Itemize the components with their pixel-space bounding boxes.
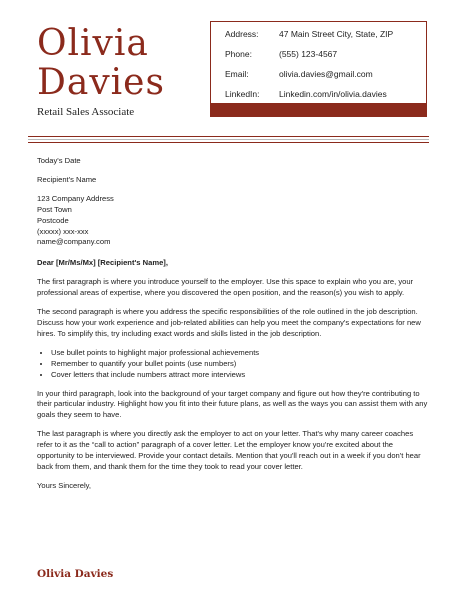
contact-value: olivia.davies@gmail.com [279,69,373,79]
letter-body [37,156,429,492]
contact-label: Phone: [225,49,252,59]
name-first: Olivia [37,23,149,64]
contact-value: Linkedin.com/in/olivia.davies [279,89,387,99]
paragraph-3: In your third paragraph, look into the background of your target company and figure out how they're contributing to their particular industry. Highlight how you fit into their future plans, as well as the ways you can assist them with any goals they seem to have. [37,388,428,420]
contact-label: Address: [225,29,259,39]
divider-top [28,136,429,137]
contact-label: Email: [225,69,249,79]
achievement-bullets [37,348,429,381]
recipient-address-line: Postcode [37,215,69,225]
closing: Yours Sincerely, [37,480,92,490]
bullet-item: • Remember to quantify your bullet points (use numbers) [51,359,429,370]
name-last: Davies [37,62,165,103]
contact-label: LinkedIn: [225,89,260,99]
bullet-item: • Use bullet points to highlight major professional achievements [51,348,429,359]
recipient-address-line: Post Town [37,204,72,214]
signature: Olivia Davies [37,568,114,580]
salutation: Dear [Mr/Ms/Mx] [Recipient's Name], [37,258,168,268]
divider-bottom [28,142,429,143]
bullet-item: • Cover letters that include numbers attract more interviews [51,370,429,381]
recipient-address-line: 123 Company Address [37,193,114,203]
paragraph-4: The last paragraph is where you directly ask the employer to act on your letter. That's why many career coaches refer to it as the “call to action” paragraph of a cover letter. Let the employer know you're excited about the opportunity to be interviewed. Provide your contact details. Mention that you'll reach out in a week if you don't hear back from them, and thank them for the time they took to read your cover letter. [37,429,421,471]
job-title: Retail Sales Associate [37,106,135,118]
contact-value: (555) 123-4567 [279,49,338,59]
recipient-address-line: (xxxxx) xxx-xxx [37,226,89,236]
recipient-name: Recipient's Name [37,174,97,184]
paragraph-2: The second paragraph is where you address the specific responsibilities of the role outlined in the job description. Discuss how your work experience and job-related abilities can help you meet the company's expectations for new hires. To simplify this, try including exact words and skills listed in the job description. [37,307,421,338]
contact-box [210,21,427,117]
divider-middle [28,139,429,140]
paragraph-1: The first paragraph is where you introduce yourself to the employer. Use this space to explain who you are, your professional areas of expertise, where you discovered the open position, and the reason(s) you wish to apply. [37,277,414,298]
contact-band [211,103,426,116]
recipient-address-line: name@company.com [37,237,111,247]
letter-date: Today's Date [37,156,81,165]
contact-value: 47 Main Street City, State, ZIP [279,29,394,39]
